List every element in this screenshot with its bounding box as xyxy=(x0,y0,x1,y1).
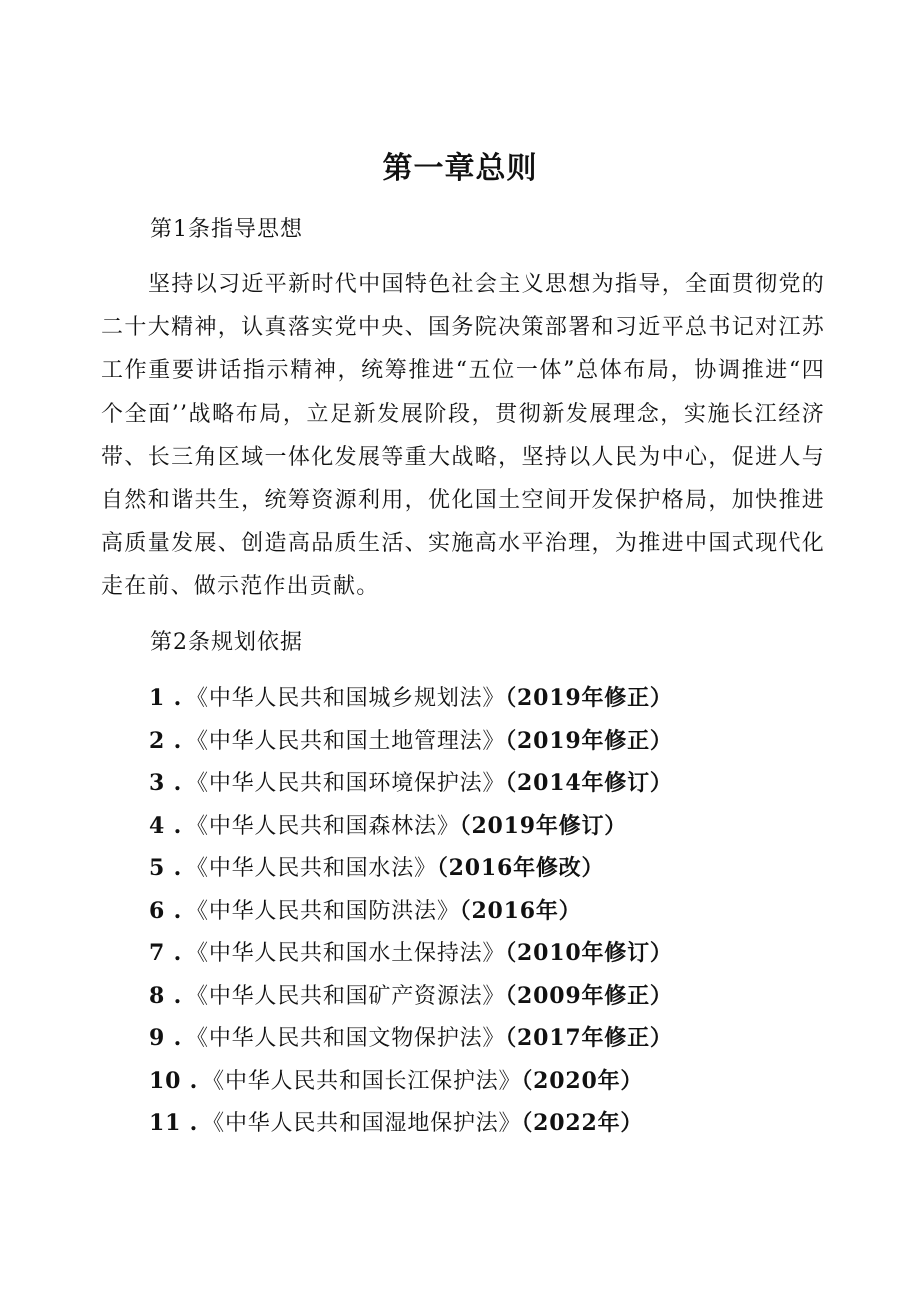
law-item xyxy=(149,1102,849,1145)
law-item xyxy=(149,890,849,933)
law-year: （2019年修正） xyxy=(505,685,673,711)
law-name: 《中华人民共和国水法》 xyxy=(186,856,437,881)
law-year: （2014年修订） xyxy=(505,770,673,796)
law-item xyxy=(149,847,849,890)
law-name: 《中华人民共和国长江保护法》 xyxy=(202,1068,522,1094)
law-item xyxy=(149,762,849,805)
law-number: 9 . xyxy=(149,1025,183,1051)
law-number: 5 . xyxy=(149,855,183,881)
law-year: （2017年修正） xyxy=(505,1025,673,1051)
law-number: 1 . xyxy=(149,685,183,711)
law-name: 《中华人民共和国防洪法》 xyxy=(186,898,460,924)
law-number: 4 . xyxy=(149,812,183,839)
law-number: 3 . xyxy=(149,770,183,796)
article-1-heading: 第1条指导思想 xyxy=(150,217,303,242)
law-list xyxy=(149,677,849,1145)
law-number: 6 . xyxy=(149,897,183,924)
law-name: 《中华人民共和国森林法》 xyxy=(186,813,460,839)
law-year: （2009年修正） xyxy=(505,982,673,1009)
law-name: 《中华人民共和国城乡规划法》 xyxy=(186,686,506,711)
law-item xyxy=(149,720,849,763)
law-year: （2016年修改） xyxy=(436,855,605,881)
article-1-paragraph: 坚持以习近平新时代中国特色社会主义思想为指导，全面贯彻党的二十大精神，认真落实党中央、国务院决策部署和习近平总书记对江苏工作重要讲话指示精神，统筹推进“五位一体”总体布局，协调推进“四个全面’’战略布局，立足新发展阶段，贯彻新发展理念，实施长江经济带、长三角区域一体化发展等重大战略，坚持以人民为中心，促进人与自然和谐共生，统筹资源利用，优化国土空间开发保护格局，加快推进高质量发展、创造高品质生活、实施高水平治理，为推进中国式现代化走在前、做示范作出贡献。 xyxy=(101,272,825,600)
law-year: （2016年） xyxy=(459,897,582,924)
law-number: 7 . xyxy=(149,940,183,966)
article-2-heading: 第2条规划依据 xyxy=(150,630,303,655)
law-item xyxy=(149,1060,849,1103)
law-item xyxy=(149,1017,849,1060)
law-item xyxy=(149,805,849,848)
law-year: （2020年） xyxy=(521,1067,644,1094)
law-year: （2019年修订） xyxy=(459,812,628,839)
law-number: 2 . xyxy=(149,727,183,754)
law-item xyxy=(149,677,849,720)
law-name: 《中华人民共和国环境保护法》 xyxy=(186,771,506,796)
law-number: 10 . xyxy=(149,1067,199,1094)
law-item xyxy=(149,932,849,975)
law-year: （2010年修订） xyxy=(505,940,673,966)
law-name: 《中华人民共和国土地管理法》 xyxy=(186,728,506,754)
law-year: （2022年） xyxy=(521,1110,644,1136)
law-name: 《中华人民共和国湿地保护法》 xyxy=(202,1111,522,1136)
law-year: （2019年修正） xyxy=(505,727,673,754)
law-name: 《中华人民共和国文物保护法》 xyxy=(186,1026,506,1051)
chapter-title: 第一章总则 xyxy=(382,151,538,186)
law-number: 11 . xyxy=(149,1110,199,1136)
law-number: 8 . xyxy=(149,982,183,1009)
law-name: 《中华人民共和国矿产资源法》 xyxy=(186,983,506,1009)
law-name: 《中华人民共和国水土保持法》 xyxy=(186,941,506,966)
law-item xyxy=(149,975,849,1018)
